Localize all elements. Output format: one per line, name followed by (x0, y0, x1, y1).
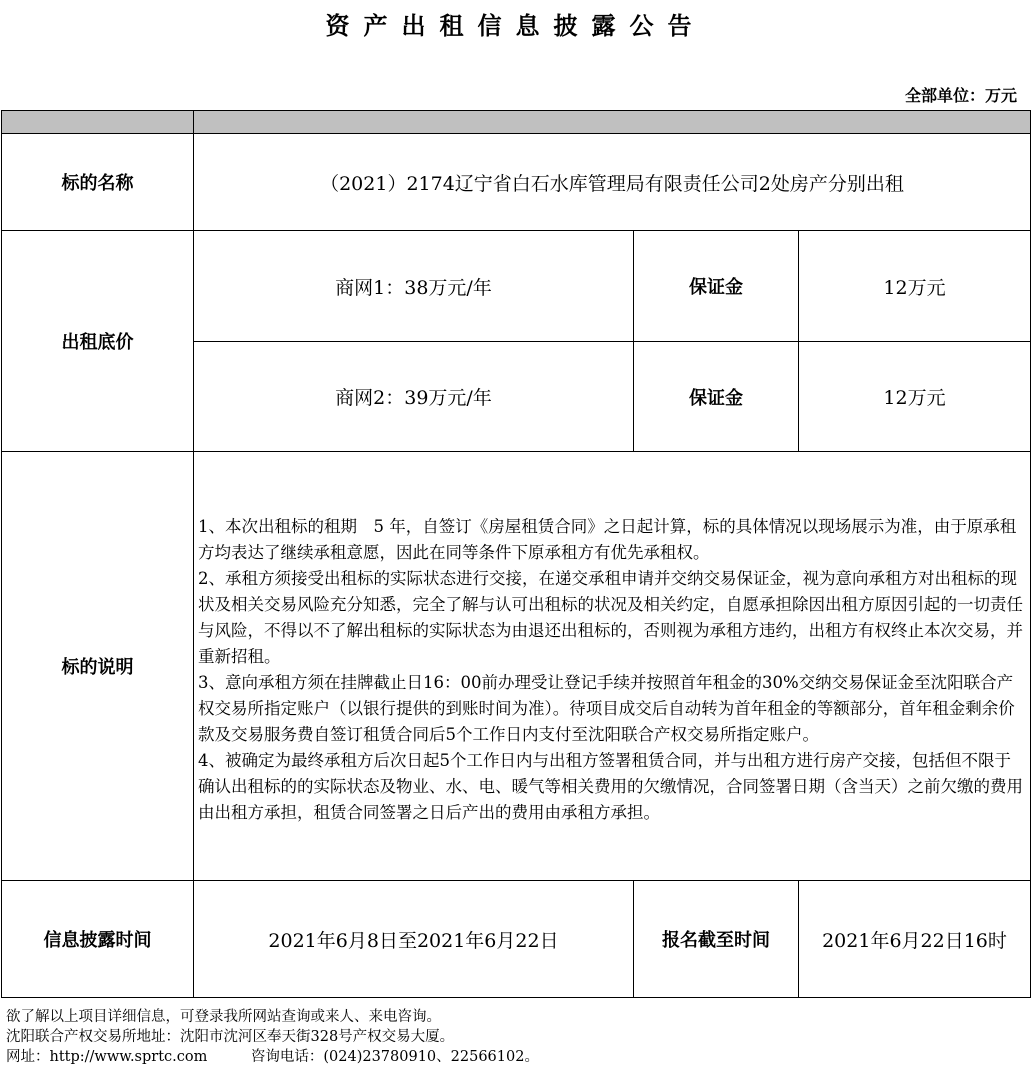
price-item-1: 商网1：38万元/年 (193, 230, 634, 342)
footer-line-2: 沈阳联合产权交易所地址：沈阳市沈河区奉天街328号产权交易大厦。 (6, 1029, 455, 1045)
footer-line-1: 欲了解以上项目详细信息，可登录我所网站查询或来人、来电咨询。 (6, 1009, 441, 1025)
desc-paragraph-2: 2、承租方须接受出租标的实际状态进行交接，在递交承租申请并交纳交易保证金，视为意向承租方对出租标的现状及相关交易风险充分知悉，完全了解与认可出租标的状况及相关约定，自愿承担除因出租方原因引起的一切责任与风险，不得以不了解出租标的实际状态为由退还出租标的，否则视为承租方违约，出租方有权终止本次交易，并重新招租。 (198, 569, 1023, 666)
footer-line-3: 网址：http://www.sprtc.com 咨询电话：(024)23780910、22566102。 (6, 1049, 539, 1065)
deposit-label-1: 保证金 (633, 230, 799, 342)
desc-paragraph-1: 1、本次出租标的租期 5 年，自签订《房屋租赁合同》之日起计算，标的具体情况以现场展示为准，由于原承租方均表达了继续承租意愿，因此在同等条件下原承租方有优先承租权。 (198, 517, 1017, 562)
deposit-value-1: 12万元 (798, 230, 1031, 342)
period-label: 信息披露时间 (1, 880, 194, 998)
footer (6, 1007, 539, 1067)
unit-note: 全部单位：万元 (904, 86, 1017, 105)
header-left-cell (1, 110, 194, 134)
deadline-label: 报名截至时间 (633, 880, 799, 998)
desc-paragraph-3: 3、意向承租方须在挂牌截止日16：00前办理受让登记手续并按照首年租金的30%交纳交易保证金至沈阳联合产权交易所指定账户（以银行提供的到账时间为准）。待项目成交后自动转为首年租金的等额部分，首年租金剩余价款及交易服务费自签订租赁合同后5个工作日内支付至沈阳联合产权交易所指定账户。 (198, 673, 1015, 744)
deadline-value: 2021年6月22日16时 (798, 880, 1031, 998)
name-label: 标的名称 (1, 133, 194, 231)
deposit-label-2: 保证金 (633, 341, 799, 452)
desc-paragraph-4: 4、被确定为最终承租方后次日起5个工作日内与出租方签署租赁合同，并与出租方进行房产交接，包括但不限于确认出租标的的实际状态及物业、水、电、暖气等相关费用的欠缴情况，合同签署日期（含当天）之前欠缴的费用由出租方承担，租赁合同签署之日后产出的费用由承租方承担。 (198, 751, 1023, 822)
deposit-value-2: 12万元 (798, 341, 1031, 452)
name-value: （2021）2174辽宁省白石水库管理局有限责任公司2处房产分别出租 (193, 133, 1031, 231)
price-item-2: 商网2：39万元/年 (193, 341, 634, 452)
page-title: 资产出租信息披露公告 (325, 11, 706, 40)
desc-text (198, 514, 1026, 826)
desc-label: 标的说明 (1, 451, 194, 881)
price-label: 出租底价 (1, 230, 194, 452)
period-value: 2021年6月8日至2021年6月22日 (193, 880, 634, 998)
header-right-cell (193, 110, 1031, 134)
desc-content (193, 451, 1031, 881)
